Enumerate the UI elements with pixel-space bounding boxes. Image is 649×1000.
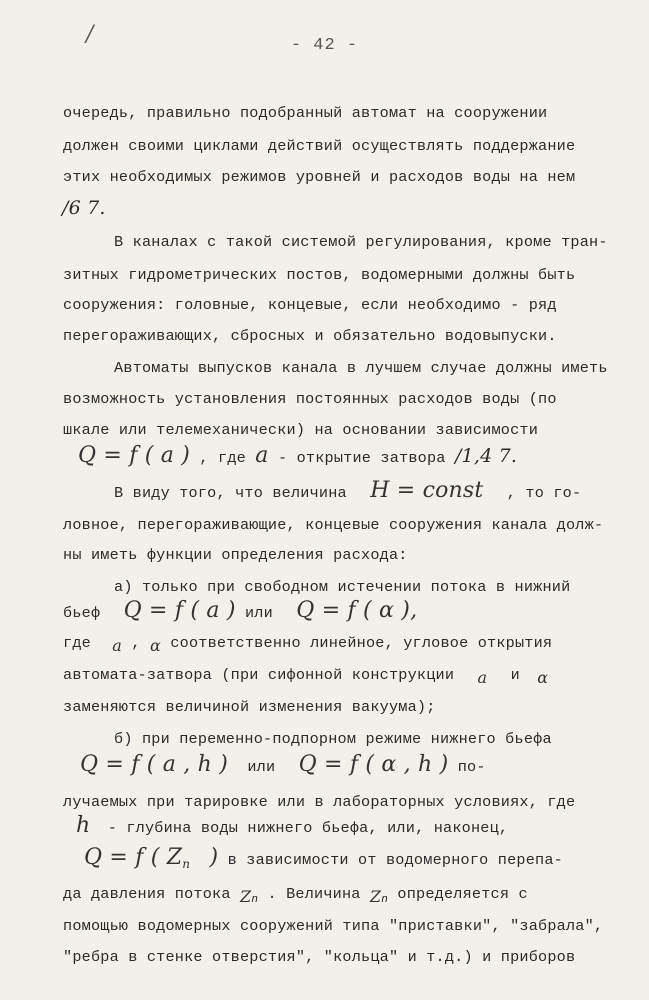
handwritten-symbol: h xyxy=(76,813,91,838)
formula-line: да давления потока $Z_n$ . Величина $Z_n$ определяется с xyxy=(63,885,528,907)
handwritten-formula: Q = f ( Z xyxy=(84,845,183,870)
text-line: Автоматы выпусков канала в лучшем случае должны иметь xyxy=(114,359,608,377)
handwritten-symbol: a xyxy=(112,636,123,655)
text-line: возможность установления постоянных расходов воды (по xyxy=(63,390,557,408)
handwritten-symbol: α xyxy=(537,668,549,687)
text-line: ловное, перегораживающие, концевые сооружения канала долж- xyxy=(63,516,604,534)
formula-line: Q = f ( a , h ) или Q = f ( α , h ) по- xyxy=(80,752,486,777)
page-corner-mark: / xyxy=(86,22,94,47)
citation-reference: /6 7. xyxy=(62,197,106,219)
text-line: очередь, правильно подобранный автомат на сооружении xyxy=(63,104,548,122)
handwritten-formula: Q = f ( α ), xyxy=(296,598,418,623)
text-line: "ребра в стенке отверстия", "кольца" и т.д.) и приборов xyxy=(63,948,576,966)
text-line: а) только при свободном истечении потока в нижний xyxy=(114,578,571,596)
text-line: должен своими циклами действий осуществлять поддержание xyxy=(63,137,576,155)
handwritten-formula: Q = f ( a , h ) xyxy=(80,752,229,777)
text-line: шкале или телемеханически) на основании зависимости xyxy=(63,421,539,439)
handwritten-symbol: α xyxy=(150,636,162,655)
formula-line: автомата-затвора (при сифонной конструкции a и α xyxy=(63,666,549,687)
formula-line: h - глубина воды нижнего бьефа, или, наконец, xyxy=(76,813,509,838)
formula-line: Q = f ( a ) , где a - открытие затвора /1,4 7. xyxy=(78,443,518,468)
text-line: В каналах с такой системой регулирования, кроме тран- xyxy=(114,233,608,251)
formula-line: Q = f ( $Z_n$ ) в зависимости от водомерного перепа- xyxy=(84,845,563,871)
text-line: лучаемых при тарировке или в лабораторных условиях, где xyxy=(63,793,576,811)
handwritten-symbol: a xyxy=(477,668,488,687)
text-line: помощью водомерных сооружений типа "приставки", "забрала", xyxy=(63,917,604,935)
text-line: б) при переменно-подпорном режиме нижнего бьефа xyxy=(114,730,552,748)
handwritten-formula: ) xyxy=(209,845,219,870)
formula-line: бьеф Q = f ( a ) или Q = f ( α ), xyxy=(63,598,418,623)
handwritten-formula: Q = f ( a ) xyxy=(123,598,236,623)
text-line: сооружения: головные, концевые, если необходимо - ряд xyxy=(63,296,557,314)
page-number: - 42 - xyxy=(290,36,359,55)
handwritten-formula: H = const xyxy=(370,478,484,503)
handwritten-symbol: a xyxy=(255,443,269,468)
formula-line: где a , α соответственно линейное, угловое открытия xyxy=(63,634,553,655)
handwritten-symbol: Z xyxy=(239,887,252,906)
handwritten-formula: Q = f ( α , h ) xyxy=(298,752,449,777)
handwritten-formula: Q = f ( a ) xyxy=(78,443,191,468)
text-line: заменяются величиной изменения вакуума); xyxy=(63,698,436,716)
handwritten-symbol: Z xyxy=(369,887,382,906)
text-line: ны иметь функции определения расхода: xyxy=(63,546,408,564)
formula-line: В виду того, что величина H = const , то го- xyxy=(114,478,582,503)
citation-reference: /1,4 7. xyxy=(454,445,518,467)
text-line: перегораживающих, сбросных и обязательно водовыпуски. xyxy=(63,327,557,345)
text-line: этих необходимых режимов уровней и расходов воды на нем xyxy=(63,168,576,186)
text-line: зитных гидрометрических постов, водомерными должны быть xyxy=(63,266,576,284)
